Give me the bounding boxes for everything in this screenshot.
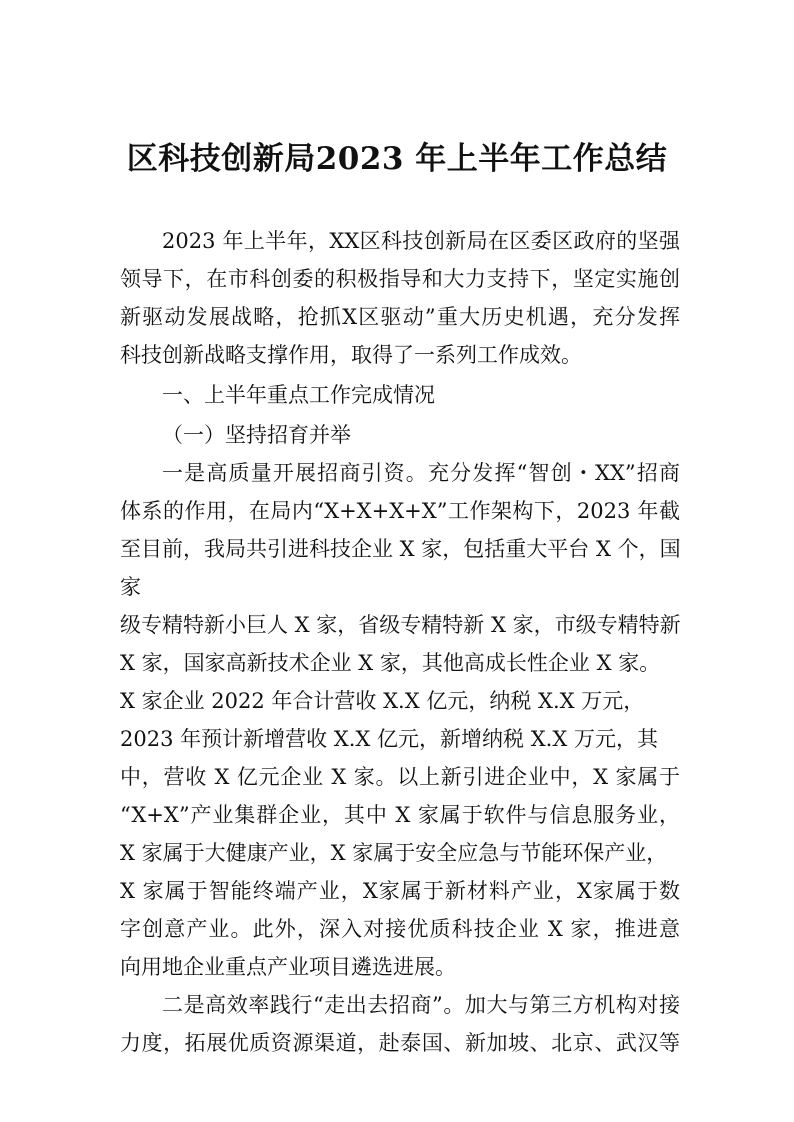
paragraph-line: “X+X”产业集群企业，其中 X 家属于软件与信息服务业， bbox=[120, 803, 680, 827]
paragraph-line: 2023 年上半年，XX区科技创新局在区委区政府的坚强 bbox=[162, 229, 680, 253]
paragraph-line: 家 bbox=[120, 575, 141, 599]
paragraph-line: 中，营收 X 亿元企业 X 家。以上新引进企业中，X 家属于 bbox=[120, 765, 680, 789]
paragraph-line: 至目前，我局共引进科技企业 X 家，包括重大平台 X 个，国 bbox=[120, 537, 681, 561]
paragraph-line: 力度，拓展优质资源渠道，赴泰国、新加坡、北京、武汉等 bbox=[120, 1031, 680, 1055]
paragraph-line: X 家属于智能终端产业，X家属于新材料产业，X家属于数 bbox=[120, 879, 680, 903]
paragraph-line: 级专精特新小巨人 X 家，省级专精特新 X 家，市级专精特新 bbox=[120, 613, 681, 637]
paragraph-line: 体系的作用，在局内“X+X+X+X”工作架构下，2023 年截 bbox=[120, 499, 680, 523]
paragraph-line: X 家属于大健康产业，X 家属于安全应急与节能环保产业， bbox=[120, 841, 668, 865]
paragraph-line: 向用地企业重点产业项目遴选进展。 bbox=[120, 955, 456, 979]
paragraph-line: 新驱动发展战略，抢抓X区驱动”重大历史机遇，充分发挥 bbox=[120, 305, 680, 329]
section-heading: 一、上半年重点工作完成情况 bbox=[162, 383, 435, 407]
subsection-heading: （一）坚持招育并举 bbox=[162, 423, 351, 447]
paragraph-line: 2023 年预计新增营收 X.X 亿元，新增纳税 X.X 万元，其 bbox=[120, 727, 658, 751]
paragraph-line: 二是高效率践行“走出去招商”。加大与第三方机构对接 bbox=[162, 993, 680, 1017]
paragraph-line: X 家，国家高新技术企业 X 家，其他高成长性企业 X 家。 bbox=[120, 651, 661, 675]
paragraph-line: 字创意产业。此外，深入对接优质科技企业 X 家，推进意 bbox=[120, 917, 680, 941]
document-title: 区科技创新局2023 年上半年工作总结 bbox=[126, 141, 668, 177]
paragraph-line: 领导下，在市科创委的积极指导和大力支持下，坚定实施创 bbox=[120, 267, 680, 291]
paragraph-line: 一是高质量开展招商引资。充分发挥“智创・XX”招商 bbox=[162, 461, 680, 485]
paragraph-line: X 家企业 2022 年合计营收 X.X 亿元，纳税 X.X 万元， bbox=[120, 689, 645, 713]
paragraph-line: 科技创新战略支撑作用，取得了一系列工作成效。 bbox=[120, 343, 582, 367]
